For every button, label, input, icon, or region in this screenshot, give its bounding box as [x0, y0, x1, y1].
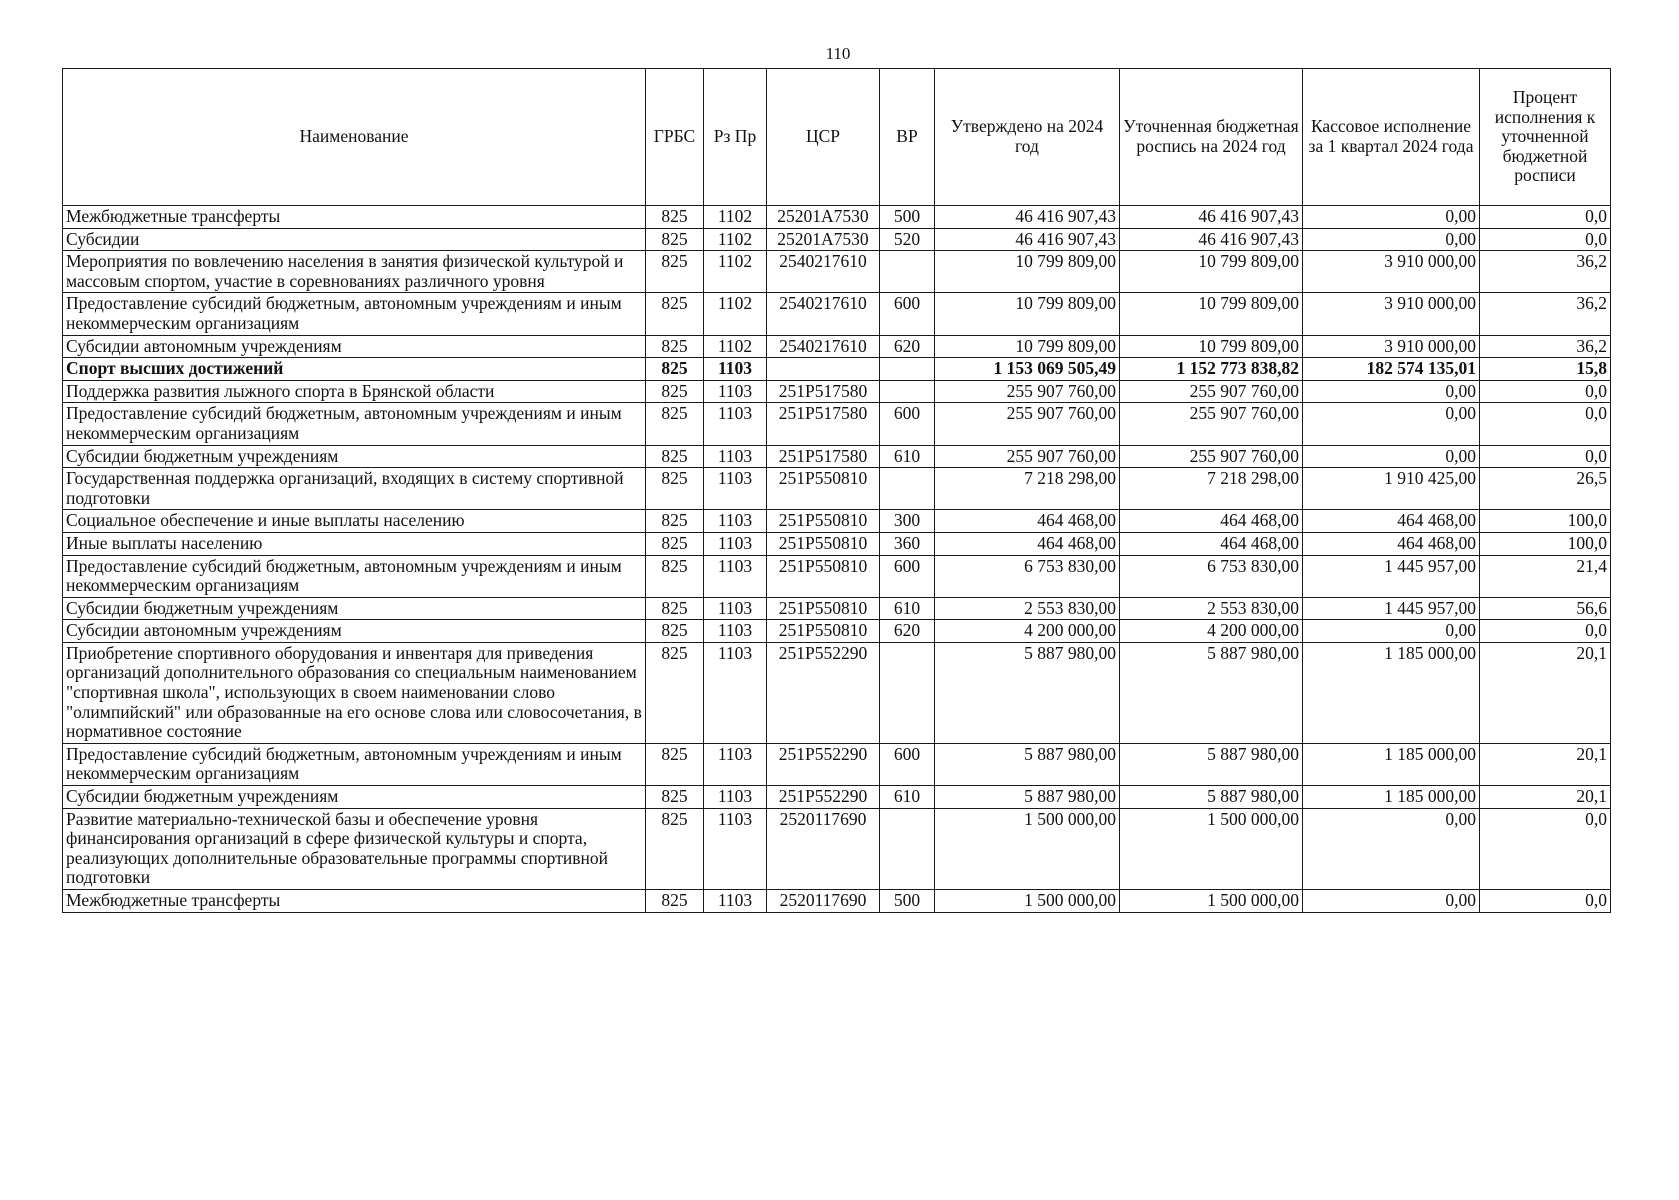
table-row — [63, 510, 1611, 533]
cell-cash: 0,00 — [1303, 808, 1480, 889]
header-grbs: ГРБС — [646, 69, 704, 206]
cell-name: Поддержка развития лыжного спорта в Брянской области — [63, 380, 646, 403]
cell-approved: 2 553 830,00 — [935, 597, 1120, 620]
cell-cash: 464 468,00 — [1303, 532, 1480, 555]
header-rzpr: Рз Пр — [704, 69, 767, 206]
cell-refined: 5 887 980,00 — [1120, 642, 1303, 743]
cell-vr: 610 — [880, 597, 935, 620]
cell-name: Социальное обеспечение и иные выплаты населению — [63, 510, 646, 533]
cell-csr: 25201A7530 — [767, 206, 880, 229]
cell-vr: 620 — [880, 620, 935, 643]
cell-grbs: 825 — [646, 642, 704, 743]
cell-rzpr: 1103 — [704, 532, 767, 555]
cell-percent: 36,2 — [1480, 251, 1611, 293]
cell-percent: 0,0 — [1480, 445, 1611, 468]
cell-vr: 620 — [880, 335, 935, 358]
cell-rzpr: 1103 — [704, 510, 767, 533]
cell-vr — [880, 808, 935, 889]
header-refined: Уточненная бюджетная роспись на 2024 год — [1120, 69, 1303, 206]
cell-grbs: 825 — [646, 380, 704, 403]
cell-cash: 182 574 135,01 — [1303, 358, 1480, 381]
header-name: Наименование — [63, 69, 646, 206]
cell-name: Субсидии — [63, 228, 646, 251]
table-row — [63, 403, 1611, 445]
cell-csr: 251P517580 — [767, 445, 880, 468]
cell-vr: 600 — [880, 743, 935, 785]
cell-name: Предоставление субсидий бюджетным, автономным учреждениям и иным некоммерческим организациям — [63, 293, 646, 335]
table-row — [63, 206, 1611, 229]
cell-name: Предоставление субсидий бюджетным, автономным учреждениям и иным некоммерческим организациям — [63, 743, 646, 785]
cell-percent: 36,2 — [1480, 293, 1611, 335]
cell-cash: 0,00 — [1303, 228, 1480, 251]
cell-approved: 255 907 760,00 — [935, 403, 1120, 445]
cell-cash: 1 445 957,00 — [1303, 555, 1480, 597]
header-cash: Кассовое исполнение за 1 квартал 2024 года — [1303, 69, 1480, 206]
cell-refined: 1 500 000,00 — [1120, 890, 1303, 913]
cell-name: Предоставление субсидий бюджетным, автономным учреждениям и иным некоммерческим организациям — [63, 403, 646, 445]
cell-csr: 251P552290 — [767, 642, 880, 743]
cell-cash: 0,00 — [1303, 620, 1480, 643]
cell-name: Иные выплаты населению — [63, 532, 646, 555]
cell-percent: 100,0 — [1480, 532, 1611, 555]
cell-rzpr: 1103 — [704, 743, 767, 785]
cell-cash: 0,00 — [1303, 380, 1480, 403]
cell-vr: 610 — [880, 786, 935, 809]
cell-csr: 251P550810 — [767, 532, 880, 555]
cell-grbs: 825 — [646, 293, 704, 335]
cell-refined: 46 416 907,43 — [1120, 228, 1303, 251]
cell-grbs: 825 — [646, 445, 704, 468]
cell-grbs: 825 — [646, 743, 704, 785]
cell-grbs: 825 — [646, 786, 704, 809]
table-header — [63, 69, 1611, 206]
cell-approved: 10 799 809,00 — [935, 293, 1120, 335]
cell-grbs: 825 — [646, 620, 704, 643]
cell-rzpr: 1103 — [704, 403, 767, 445]
cell-cash: 3 910 000,00 — [1303, 251, 1480, 293]
cell-vr: 300 — [880, 510, 935, 533]
cell-rzpr: 1103 — [704, 445, 767, 468]
cell-csr: 251P517580 — [767, 403, 880, 445]
cell-percent: 0,0 — [1480, 228, 1611, 251]
cell-vr: 600 — [880, 403, 935, 445]
cell-percent: 0,0 — [1480, 808, 1611, 889]
cell-percent: 15,8 — [1480, 358, 1611, 381]
cell-grbs: 825 — [646, 597, 704, 620]
cell-grbs: 825 — [646, 890, 704, 913]
cell-refined: 5 887 980,00 — [1120, 743, 1303, 785]
cell-percent: 20,1 — [1480, 642, 1611, 743]
cell-approved: 10 799 809,00 — [935, 335, 1120, 358]
cell-refined: 46 416 907,43 — [1120, 206, 1303, 229]
cell-percent: 20,1 — [1480, 786, 1611, 809]
cell-approved: 464 468,00 — [935, 510, 1120, 533]
cell-percent: 0,0 — [1480, 206, 1611, 229]
cell-rzpr: 1103 — [704, 468, 767, 510]
cell-percent: 0,0 — [1480, 620, 1611, 643]
cell-csr: 2520117690 — [767, 890, 880, 913]
table-row — [63, 743, 1611, 785]
cell-name: Приобретение спортивного оборудования и инвентаря для приведения организаций дополнительного образования со специальным наименованием "спортивная школа", использующих в своем наименовании слово "олимпийский" или образованные на его основе слова или словосочетания, в нормативное состояние — [63, 642, 646, 743]
cell-csr: 2540217610 — [767, 335, 880, 358]
cell-rzpr: 1103 — [704, 380, 767, 403]
cell-percent: 20,1 — [1480, 743, 1611, 785]
cell-refined: 10 799 809,00 — [1120, 251, 1303, 293]
table-row — [63, 380, 1611, 403]
cell-approved: 255 907 760,00 — [935, 445, 1120, 468]
cell-rzpr: 1102 — [704, 228, 767, 251]
cell-cash: 0,00 — [1303, 445, 1480, 468]
table-row — [63, 532, 1611, 555]
table-body — [63, 206, 1611, 913]
cell-cash: 1 445 957,00 — [1303, 597, 1480, 620]
table-row — [63, 642, 1611, 743]
cell-cash: 0,00 — [1303, 206, 1480, 229]
cell-cash: 1 910 425,00 — [1303, 468, 1480, 510]
cell-approved: 5 887 980,00 — [935, 642, 1120, 743]
cell-cash: 464 468,00 — [1303, 510, 1480, 533]
cell-name: Межбюджетные трансферты — [63, 206, 646, 229]
header-percent: Процент исполнения к уточненной бюджетной росписи — [1480, 69, 1611, 206]
cell-grbs: 825 — [646, 251, 704, 293]
cell-grbs: 825 — [646, 532, 704, 555]
cell-percent: 0,0 — [1480, 890, 1611, 913]
cell-vr: 500 — [880, 890, 935, 913]
table-row — [63, 293, 1611, 335]
cell-vr — [880, 358, 935, 381]
cell-csr: 2540217610 — [767, 251, 880, 293]
cell-name: Межбюджетные трансферты — [63, 890, 646, 913]
cell-percent: 0,0 — [1480, 380, 1611, 403]
cell-grbs: 825 — [646, 510, 704, 533]
cell-percent: 26,5 — [1480, 468, 1611, 510]
table-row — [63, 555, 1611, 597]
budget-table — [62, 68, 1611, 913]
cell-refined: 6 753 830,00 — [1120, 555, 1303, 597]
cell-cash: 0,00 — [1303, 403, 1480, 445]
cell-grbs: 825 — [646, 228, 704, 251]
cell-vr: 500 — [880, 206, 935, 229]
cell-approved: 255 907 760,00 — [935, 380, 1120, 403]
cell-rzpr: 1103 — [704, 555, 767, 597]
table-row — [63, 620, 1611, 643]
page-number: 110 — [825, 44, 851, 63]
cell-csr: 25201A7530 — [767, 228, 880, 251]
cell-cash: 1 185 000,00 — [1303, 743, 1480, 785]
cell-refined: 255 907 760,00 — [1120, 403, 1303, 445]
cell-name: Мероприятия по вовлечению населения в занятия физической культурой и массовым спортом, участие в соревнованиях различного уровня — [63, 251, 646, 293]
cell-name: Государственная поддержка организаций, входящих в систему спортивной подготовки — [63, 468, 646, 510]
cell-csr: 251P552290 — [767, 786, 880, 809]
cell-grbs: 825 — [646, 335, 704, 358]
table-row — [63, 358, 1611, 381]
cell-vr: 520 — [880, 228, 935, 251]
cell-refined: 5 887 980,00 — [1120, 786, 1303, 809]
table-row — [63, 251, 1611, 293]
cell-cash: 3 910 000,00 — [1303, 293, 1480, 335]
cell-approved: 1 153 069 505,49 — [935, 358, 1120, 381]
cell-vr — [880, 380, 935, 403]
header-approved: Утверждено на 2024 год — [935, 69, 1120, 206]
cell-refined: 10 799 809,00 — [1120, 293, 1303, 335]
cell-percent: 0,0 — [1480, 403, 1611, 445]
cell-rzpr: 1103 — [704, 890, 767, 913]
cell-approved: 464 468,00 — [935, 532, 1120, 555]
cell-rzpr: 1102 — [704, 293, 767, 335]
cell-csr: 251P550810 — [767, 620, 880, 643]
cell-approved: 46 416 907,43 — [935, 206, 1120, 229]
cell-csr: 2540217610 — [767, 293, 880, 335]
header-vr: ВР — [880, 69, 935, 206]
header-row — [63, 69, 1611, 206]
cell-rzpr: 1103 — [704, 620, 767, 643]
cell-cash: 1 185 000,00 — [1303, 786, 1480, 809]
cell-cash: 3 910 000,00 — [1303, 335, 1480, 358]
cell-vr — [880, 251, 935, 293]
cell-refined: 4 200 000,00 — [1120, 620, 1303, 643]
cell-grbs: 825 — [646, 358, 704, 381]
cell-csr: 251P550810 — [767, 468, 880, 510]
cell-refined: 255 907 760,00 — [1120, 380, 1303, 403]
table-row — [63, 445, 1611, 468]
cell-name: Субсидии бюджетным учреждениям — [63, 445, 646, 468]
table-row — [63, 808, 1611, 889]
cell-grbs: 825 — [646, 468, 704, 510]
cell-grbs: 825 — [646, 555, 704, 597]
cell-csr: 251P517580 — [767, 380, 880, 403]
cell-csr: 251P552290 — [767, 743, 880, 785]
cell-rzpr: 1103 — [704, 786, 767, 809]
cell-cash: 1 185 000,00 — [1303, 642, 1480, 743]
cell-refined: 2 553 830,00 — [1120, 597, 1303, 620]
cell-name: Субсидии бюджетным учреждениям — [63, 597, 646, 620]
cell-percent: 56,6 — [1480, 597, 1611, 620]
cell-name: Субсидии автономным учреждениям — [63, 335, 646, 358]
cell-approved: 1 500 000,00 — [935, 890, 1120, 913]
table-row — [63, 335, 1611, 358]
cell-percent: 100,0 — [1480, 510, 1611, 533]
cell-refined: 1 152 773 838,82 — [1120, 358, 1303, 381]
cell-csr: 251P550810 — [767, 555, 880, 597]
cell-cash: 0,00 — [1303, 890, 1480, 913]
cell-percent: 21,4 — [1480, 555, 1611, 597]
cell-grbs: 825 — [646, 403, 704, 445]
cell-vr: 600 — [880, 555, 935, 597]
cell-approved: 6 753 830,00 — [935, 555, 1120, 597]
cell-vr — [880, 468, 935, 510]
cell-name: Субсидии бюджетным учреждениям — [63, 786, 646, 809]
cell-vr: 610 — [880, 445, 935, 468]
cell-approved: 10 799 809,00 — [935, 251, 1120, 293]
table-row — [63, 890, 1611, 913]
cell-name: Развитие материально-технической базы и обеспечение уровня финансирования организаций в сфере физической культуры и спорта, реализующих дополнительные образовательные программы спортивной подготовки — [63, 808, 646, 889]
cell-percent: 36,2 — [1480, 335, 1611, 358]
cell-refined: 464 468,00 — [1120, 510, 1303, 533]
cell-name: Спорт высших достижений — [63, 358, 646, 381]
cell-rzpr: 1103 — [704, 808, 767, 889]
cell-name: Предоставление субсидий бюджетным, автономным учреждениям и иным некоммерческим организациям — [63, 555, 646, 597]
cell-grbs: 825 — [646, 206, 704, 229]
cell-rzpr: 1103 — [704, 642, 767, 743]
cell-approved: 7 218 298,00 — [935, 468, 1120, 510]
cell-vr — [880, 642, 935, 743]
cell-rzpr: 1103 — [704, 597, 767, 620]
cell-refined: 10 799 809,00 — [1120, 335, 1303, 358]
cell-approved: 46 416 907,43 — [935, 228, 1120, 251]
cell-name: Субсидии автономным учреждениям — [63, 620, 646, 643]
table-row — [63, 597, 1611, 620]
cell-csr: 251P550810 — [767, 597, 880, 620]
cell-csr: 251P550810 — [767, 510, 880, 533]
cell-rzpr: 1102 — [704, 251, 767, 293]
cell-rzpr: 1102 — [704, 206, 767, 229]
cell-refined: 255 907 760,00 — [1120, 445, 1303, 468]
header-csr: ЦСР — [767, 69, 880, 206]
cell-approved: 1 500 000,00 — [935, 808, 1120, 889]
cell-approved: 5 887 980,00 — [935, 786, 1120, 809]
cell-refined: 7 218 298,00 — [1120, 468, 1303, 510]
cell-csr: 2520117690 — [767, 808, 880, 889]
table-row — [63, 786, 1611, 809]
cell-refined: 1 500 000,00 — [1120, 808, 1303, 889]
cell-refined: 464 468,00 — [1120, 532, 1303, 555]
cell-grbs: 825 — [646, 808, 704, 889]
table-row — [63, 228, 1611, 251]
cell-rzpr: 1103 — [704, 358, 767, 381]
cell-csr — [767, 358, 880, 381]
table-row — [63, 468, 1611, 510]
cell-rzpr: 1102 — [704, 335, 767, 358]
cell-approved: 5 887 980,00 — [935, 743, 1120, 785]
cell-vr: 360 — [880, 532, 935, 555]
cell-vr: 600 — [880, 293, 935, 335]
cell-approved: 4 200 000,00 — [935, 620, 1120, 643]
